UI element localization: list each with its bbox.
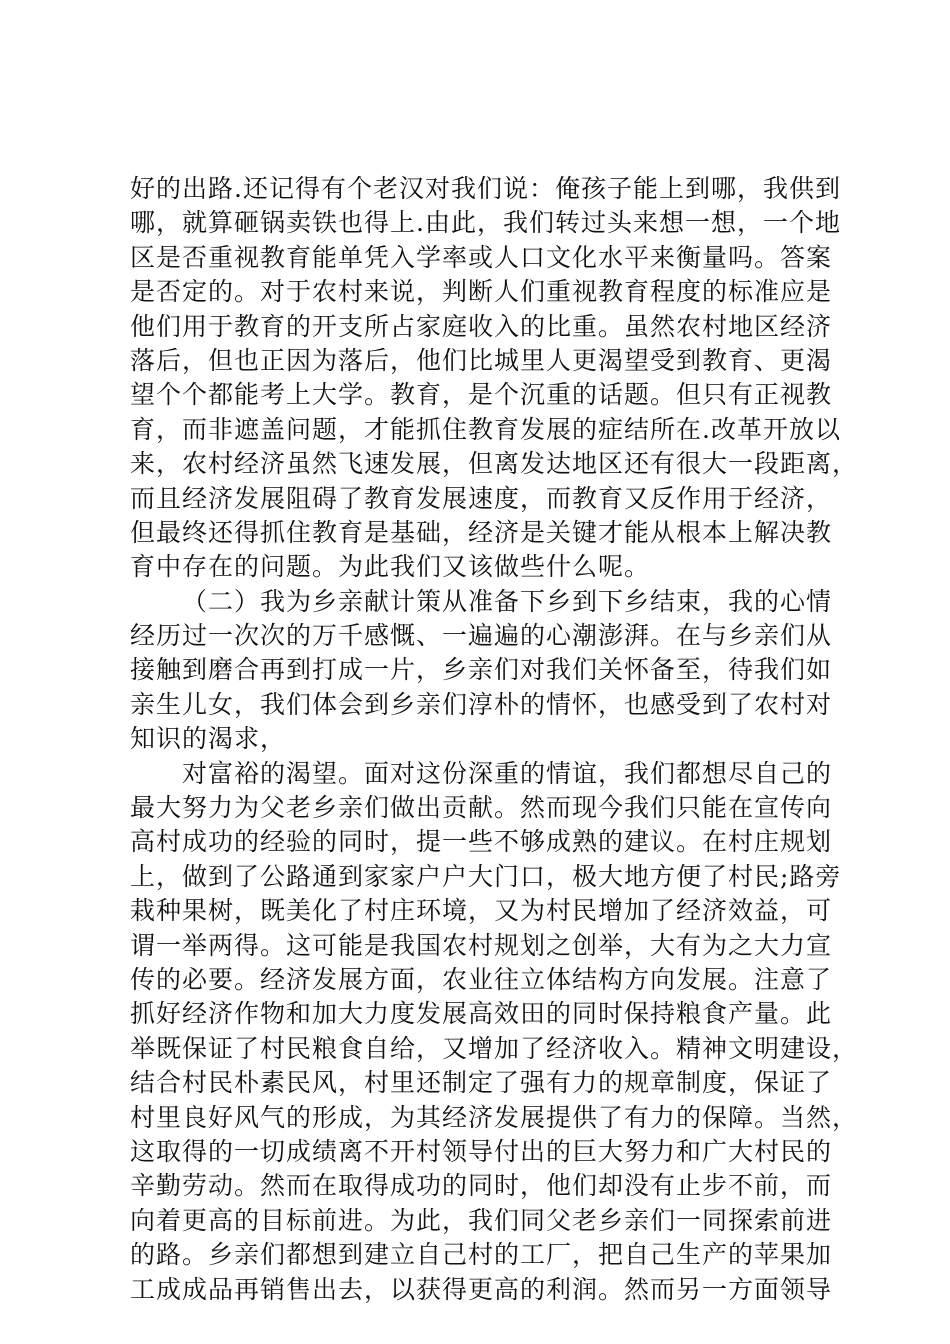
text-line: 经历过一次次的万千感慨、一遍遍的心潮澎湃。在与乡亲们从	[130, 621, 833, 651]
text-line: 向着更高的目标前进。为此，我们同父老乡亲们一同探索前进	[130, 1205, 833, 1235]
paragraph-start-line: （二）我为乡亲献计策从准备下乡到下乡结束，我的心情	[182, 586, 833, 616]
text-line: 工成成品再销售出去，以获得更高的利润。然而另一方面领导	[130, 1274, 833, 1304]
text-line: 高村成功的经验的同时，提一些不够成熟的建议。在村庄规划	[130, 827, 833, 857]
text-line: 栽种果树，既美化了村庄环境，又为村民增加了经济效益，可	[130, 896, 833, 926]
text-line: 上，做到了公路通到家家户户大门口，极大地方便了村民;路旁	[130, 861, 842, 891]
paragraph-start-line: 对富裕的渴望。面对这份深重的情谊，我们都想尽自己的	[182, 758, 833, 788]
text-line: 育中存在的问题。为此我们又该做些什么呢。	[130, 552, 651, 582]
text-line: 但最终还得抓住教育是基础，经济是关键才能从根本上解决教	[130, 517, 833, 547]
text-line: 传的必要。经济发展方面，农业往立体结构方向发展。注意了	[130, 964, 833, 994]
text-line: 哪，就算砸锅卖铁也得上.由此，我们转过头来想一想，一个地	[130, 208, 841, 238]
text-line: 望个个都能考上大学。教育，是个沉重的话题。但只有正视教	[130, 380, 833, 410]
text-line: 最大努力为父老乡亲们做出贡献。然而现今我们只能在宣传向	[130, 793, 833, 823]
text-line: 村里良好风气的形成，为其经济发展提供了有力的保障。当然，	[130, 1102, 859, 1132]
text-line: 他们用于教育的开支所占家庭收入的比重。虽然农村地区经济	[130, 311, 833, 341]
text-line: 而且经济发展阻碍了教育发展速度，而教育又反作用于经济，	[130, 483, 833, 513]
text-line: 这取得的一切成绩离不开村领导付出的巨大努力和广大村民的	[130, 1136, 833, 1166]
text-line: 落后，但也正因为落后，他们比城里人更渴望受到教育、更渴	[130, 345, 833, 375]
body-text	[130, 172, 859, 1307]
text-line: 的路。乡亲们都想到建立自己村的工厂，把自己生产的苹果加	[130, 1240, 833, 1270]
text-line: 是否定的。对于农村来说，判断人们重视教育程度的标准应是	[130, 277, 833, 307]
text-line: 结合村民朴素民风，村里还制定了强有力的规章制度，保证了	[130, 1068, 833, 1098]
text-line: 抓好经济作物和加大力度发展高效田的同时保持粮食产量。此	[130, 999, 833, 1029]
text-line: 接触到磨合再到打成一片，乡亲们对我们关怀备至，待我们如	[130, 655, 833, 685]
text-line: 谓一举两得。这可能是我国农村规划之创举，大有为之大力宣	[130, 930, 833, 960]
text-line: 来，农村经济虽然飞速发展，但离发达地区还有很大一段距离，	[130, 449, 859, 479]
text-line: 亲生儿女，我们体会到乡亲们淳朴的情怀，也感受到了农村对	[130, 689, 833, 719]
text-line: 辛勤劳动。然而在取得成功的同时，他们却没有止步不前，而	[130, 1171, 833, 1201]
text-line: 育，而非遮盖问题，才能抓住教育发展的症结所在.改革开放以	[130, 414, 841, 444]
text-line: 知识的渴求，	[130, 724, 287, 754]
text-line: 好的出路.还记得有个老汉对我们说：俺孩子能上到哪，我供到	[130, 174, 841, 203]
text-line: 区是否重视教育能单凭入学率或人口文化水平来衡量吗。答案	[130, 242, 833, 272]
text-line: 举既保证了村民粮食自给，又增加了经济收入。精神文明建设，	[130, 1033, 859, 1063]
